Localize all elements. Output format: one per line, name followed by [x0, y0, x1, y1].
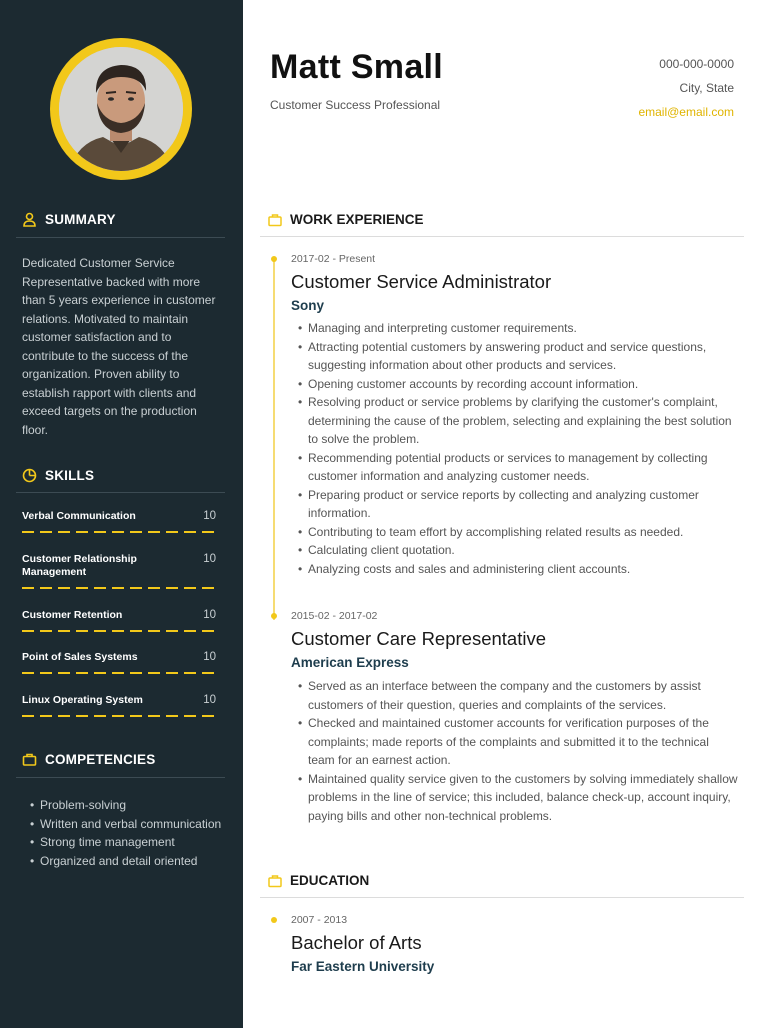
job-company: Sony [291, 298, 325, 313]
candidate-title: Customer Success Professional [270, 98, 441, 112]
email-link[interactable]: email@email.com [638, 105, 734, 119]
timeline-dot [271, 613, 277, 619]
list-item: • Strong time management [30, 833, 230, 852]
competencies-heading [22, 752, 155, 767]
list-item: • Problem-solving [30, 796, 230, 815]
list-item: • Written and verbal communication [30, 815, 230, 834]
skill-item [22, 510, 216, 523]
summary-heading-label: SUMMARY [45, 212, 116, 227]
list-item: • Analyzing costs and sales and administering client accounts. [298, 560, 738, 579]
competencies-heading-label: COMPETENCIES [45, 752, 156, 767]
education-heading-label: EDUCATION [290, 873, 370, 888]
skill-level: 10 [203, 510, 216, 522]
skill-level: 10 [203, 553, 216, 565]
skill-level: 10 [203, 609, 216, 621]
phone: 000-000-0000 [659, 57, 734, 71]
skill-name: Point of Sales Systems [22, 651, 138, 663]
summary-text: Dedicated Customer Service Representative backed with more than 5 years experience in customer relations. Motivated to maintain customer satisfaction and to contribute to the success of the organization. Proven ability to establish rapport with clients and exceed targets on the production floor. [22, 256, 216, 437]
briefcase-icon [22, 752, 37, 767]
skill-level-bar [22, 630, 216, 632]
job-bullets [298, 677, 738, 825]
briefcase-icon [268, 874, 282, 888]
profile-photo-frame [50, 38, 192, 180]
list-item: • Managing and interpreting customer requirements. [298, 319, 738, 338]
skill-item [22, 609, 216, 622]
divider [16, 237, 225, 238]
summary-heading [22, 212, 116, 227]
timeline-dot [271, 256, 277, 262]
job-date: 2015-02 - 2017-02 [291, 610, 378, 622]
list-item: • Recommending potential products or services to management by collecting customer information and analyzing customer needs. [298, 449, 738, 486]
person-icon [22, 212, 37, 227]
list-item: • Served as an interface between the company and the customers by assist customers of their question, queries and complaints of the services. [298, 677, 738, 714]
skills-heading-label: SKILLS [45, 468, 95, 483]
education-heading [268, 873, 369, 888]
skills-heading [22, 468, 94, 483]
skill-level-bar [22, 715, 216, 717]
skill-name: Linux Operating System [22, 694, 143, 706]
divider [16, 777, 225, 778]
skill-name: Customer Retention [22, 609, 123, 621]
skill-item [22, 553, 216, 579]
list-item: • Organized and detail oriented [30, 852, 230, 871]
education-degree: Bachelor of Arts [291, 932, 422, 953]
skill-level-bar [22, 587, 216, 589]
timeline-dot [271, 917, 277, 923]
list-item: • Opening customer accounts by recording account information. [298, 375, 738, 394]
divider [260, 236, 744, 237]
job-company: American Express [291, 655, 409, 670]
list-item: • Maintained quality service given to the customers by solving immediately shallow problems in the line of service; this included, balance check-up, account inquiry, paying bills and other non-technical problems. [298, 770, 738, 826]
list-item: • Calculating client quotation. [298, 541, 738, 560]
skill-item [22, 694, 216, 707]
education-school: Far Eastern University [291, 959, 435, 974]
list-item: • Contributing to team effort by accomplishing related results as needed. [298, 523, 738, 542]
skill-level: 10 [203, 651, 216, 663]
sidebar [0, 0, 243, 1028]
skill-level-bar [22, 531, 216, 533]
list-item: • Preparing product or service reports by collecting and analyzing customer information. [298, 486, 738, 523]
work-experience-heading [268, 212, 424, 227]
education-date: 2007 - 2013 [291, 914, 348, 926]
job-role: Customer Care Representative [291, 628, 546, 649]
divider [260, 897, 744, 898]
location: City, State [679, 81, 734, 95]
job-role: Customer Service Administrator [291, 271, 552, 292]
profile-photo [59, 47, 183, 171]
timeline-line [273, 258, 275, 620]
job-bullets [298, 319, 738, 578]
skill-item [22, 651, 216, 664]
avatar [59, 47, 183, 171]
list-item: • Resolving product or service problems by clarifying the customer's complaint, determining the cause of the problem, selecting and explaining the best solution to solve the problem. [298, 393, 738, 449]
skill-name: Verbal Communication [22, 510, 136, 522]
candidate-name: Matt Small [270, 48, 444, 86]
job-date: 2017-02 - Present [291, 253, 376, 265]
work-experience-heading-label: WORK EXPERIENCE [290, 212, 424, 227]
skill-name: Customer Relationship Management [22, 553, 137, 578]
competencies-list [30, 796, 230, 870]
briefcase-icon [268, 213, 282, 227]
skill-level-bar [22, 672, 216, 674]
list-item: • Checked and maintained customer accounts for verification purposes of the complaints; made reports of the complaints and submitted it to the technical team for an earnest action. [298, 714, 738, 770]
pie-chart-icon [22, 468, 37, 483]
divider [16, 492, 225, 493]
list-item: • Attracting potential customers by answering product and service questions, suggesting information about other products and services. [298, 338, 738, 375]
skill-level: 10 [203, 694, 216, 706]
